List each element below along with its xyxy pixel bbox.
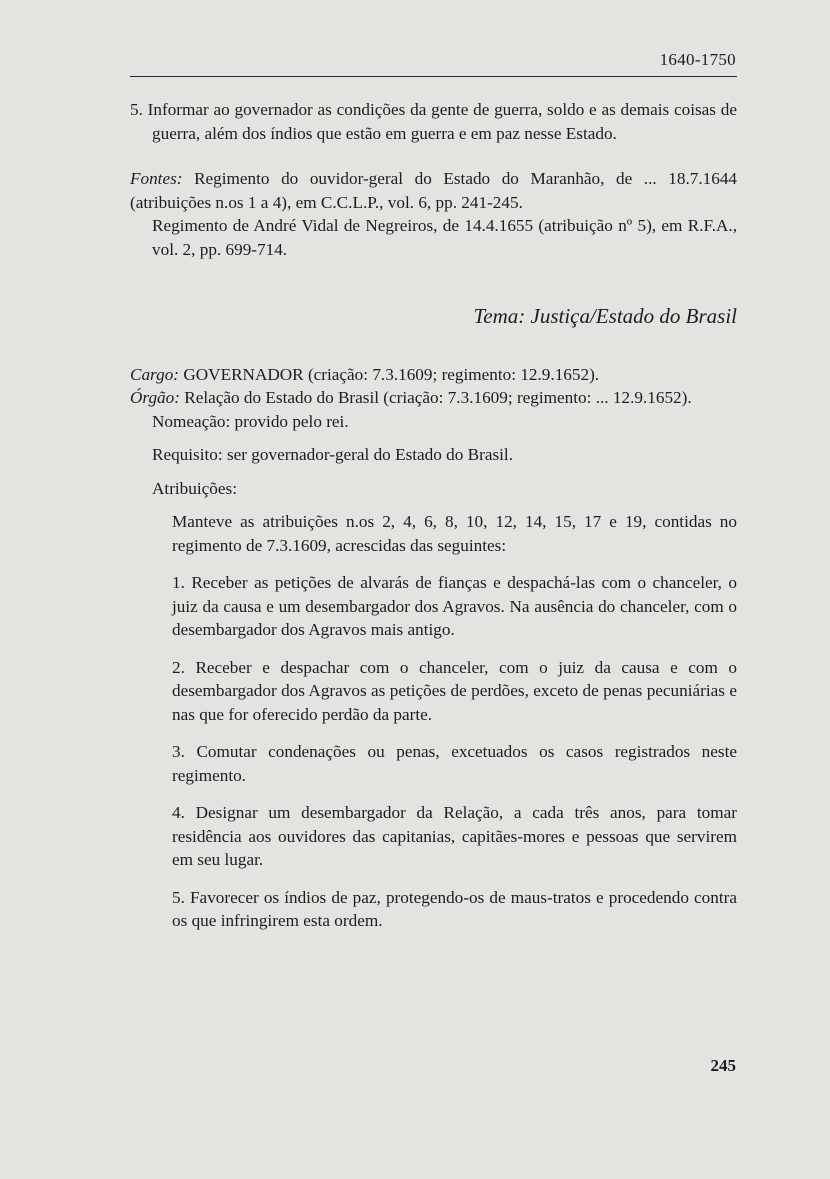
sources-text-1: Regimento do ouvidor-geral do Estado do Maranhão, de ... 18.7.1644 (atribuições n.os 1 a 4), em C.C.L.P., vol. 6, pp. 241-245. — [130, 169, 738, 212]
attribution-item-5-previous: 5. Informar ao governador as condições da gente de guerra, soldo e as demais coisas de guerra, além dos índios que estão em guerra e em paz nesse Estado. — [130, 100, 737, 143]
cargo-text: GOVERNADOR (criação: 7.3.1609; regimento: 12.9.1652). — [183, 364, 600, 384]
cargo-line — [130, 363, 737, 387]
running-header-year-range: 1640-1750 — [659, 50, 736, 69]
orgao-line — [130, 386, 737, 410]
header-rule — [130, 76, 737, 77]
requisito-line: Requisito: ser governador-geral do Estado do Brasil. — [152, 445, 513, 464]
sources-line-1 — [130, 167, 737, 214]
cargo-label: Cargo: — [130, 364, 180, 384]
manteve-paragraph: Manteve as atribuições n.os 2, 4, 6, 8, 10, 12, 14, 15, 17 e 19, contidas no regimento de 7.3.1609, acrescidas das seguintes: — [172, 512, 737, 555]
attribution-item-2: 2. Receber e despachar com o chanceler, com o juiz da causa e com o desembargador dos Agravos as petições de perdões, exceto de penas pecuniárias e nas que for oferecido perdão da parte. — [172, 657, 737, 724]
page-number: 245 — [710, 1056, 736, 1075]
attribution-item-5: 5. Favorecer os índios de paz, protegendo-os de maus-tratos e procedendo contra os que infringirem esta ordem. — [172, 887, 737, 930]
orgao-label: Órgão: — [130, 388, 180, 407]
attribution-item-4: 4. Designar um desembargador da Relação, a cada três anos, para tomar residência aos ouvidores das capitanias, capitães-mores e pessoas que servirem em seu lugar. — [172, 803, 737, 869]
atribuicoes-label: Atribuições: — [152, 478, 237, 498]
nomeacao-line: Nomeação: provido pelo rei. — [152, 411, 349, 431]
page-body — [130, 98, 737, 933]
orgao-text: Relação do Estado do Brasil (criação: 7.3.1609; regimento: ... 12.9.1652). — [184, 388, 692, 407]
sources-label: Fontes: — [130, 169, 183, 188]
sources-line-2: Regimento de André Vidal de Negreiros, de 14.4.1655 (atribuição nº 5), em R.F.A., vol. 2, pp. 699-714. — [152, 216, 737, 259]
attribution-item-1: 1. Receber as petições de alvarás de fianças e despachá-las com o chanceler, o juiz da causa e um desembargador dos Agravos. Na ausência do chanceler, com o desembargador dos Agravos mais antigo. — [172, 573, 737, 639]
attribution-item-3: 3. Comutar condenações ou penas, excetuados os casos registrados neste regimento. — [172, 742, 737, 785]
section-theme-heading: Tema: Justiça/Estado do Brasil — [473, 304, 737, 328]
